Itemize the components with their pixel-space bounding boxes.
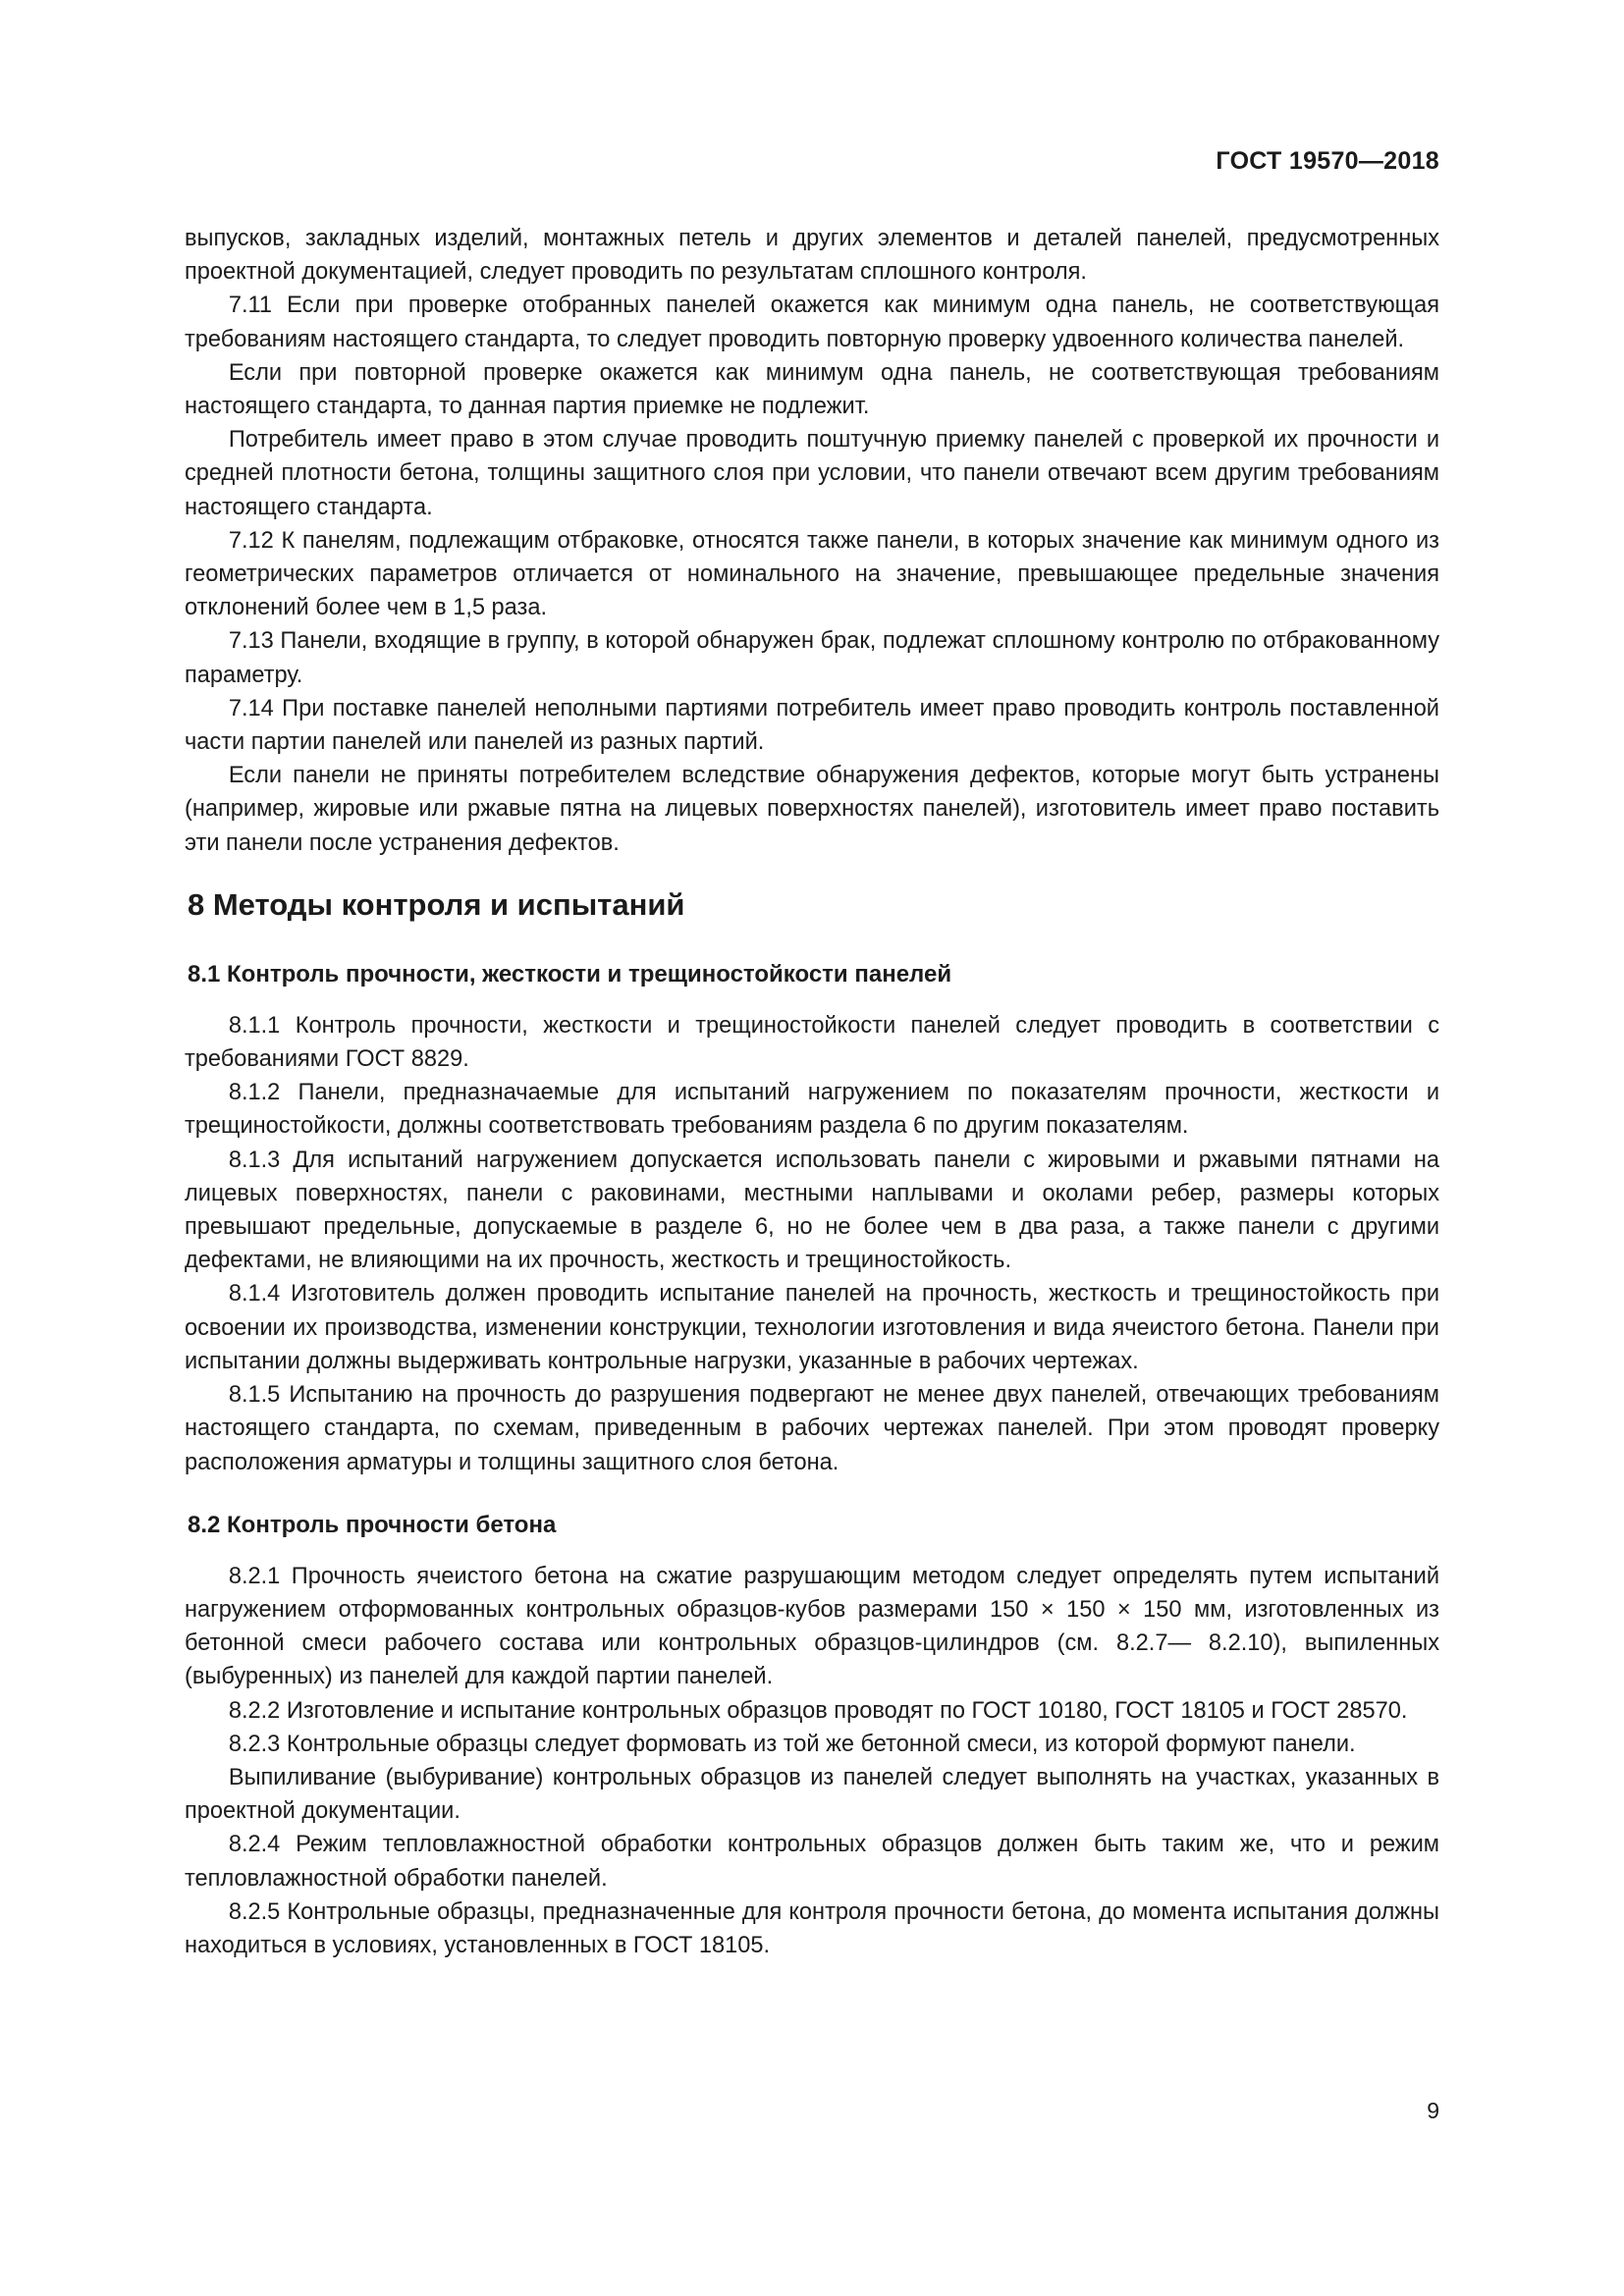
paragraph-8-1-5: 8.1.5 Испытанию на прочность до разрушения подвергают не менее двух панелей, отвечающих требованиям настоящего стандарта, по схемам, приведенным в рабочих чертежах панелей. При этом проводят проверку расположения арматуры и толщины защитного слоя бетона. [185,1382,1439,1475]
paragraph-8-2-4: 8.2.4 Режим тепловлажностной обработки контрольных образцов должен быть таким же, что и режим тепловлажностной обработки панелей. [185,1832,1439,1892]
paragraph-continuation: выпусков, закладных изделий, монтажных петель и других элементов и деталей панелей, предусмотренных проектной документацией, следует проводить по результатам сплошного контроля. [185,226,1439,286]
paragraph-8-2-3: 8.2.3 Контрольные образцы следует формовать из той же бетонной смеси, из которой формуют панели. [228,1731,1356,1757]
paragraph: Выпиливание (выбуривание) контрольных образцов из панелей следует выполнять на участках, указанных в проектной документации. [185,1764,1439,1825]
paragraph: Если при повторной проверке окажется как минимум одна панель, не соответствующая требованиям настоящего стандарта, то данная партия приемке не подлежит. [185,359,1439,420]
paragraph: Потребитель имеет право в этом случае проводить поштучную приемку панелей с проверкой их прочности и средней плотности бетона, толщины защитного слоя при условии, что панели отвечают всем другим требованиям настоящего стандарта. [185,427,1439,520]
document-header-id: ГОСТ 19570—2018 [1216,147,1439,175]
paragraph-8-1-1: 8.1.1 Контроль прочности, жесткости и трещиностойкости панелей следует проводить в соответствии с требованиями ГОСТ 8829. [185,1012,1439,1073]
document-body [185,222,1439,1962]
paragraph-8-2-2: 8.2.2 Изготовление и испытание контрольных образцов проводят по ГОСТ 10180, ГОСТ 18105 и ГОСТ 28570. [228,1697,1408,1724]
paragraph-7-14: 7.14 При поставке панелей неполными партиями потребитель имеет право проводить контроль поставленной части партии панелей или панелей из разных партий. [185,695,1439,756]
paragraph-7-11: 7.11 Если при проверке отобранных панелей окажется как минимум одна панель, не соответствующая требованиям настоящего стандарта, то следует проводить повторную проверку удвоенного количества панелей. [185,293,1439,352]
subsection-heading-8-2: 8.2 Контроль прочности бетона [188,1511,557,1538]
paragraph-8-2-1: 8.2.1 Прочность ячеистого бетона на сжатие разрушающим методом следует определять путем испытаний нагружением отформованных контрольных образцов-кубов размерами 150 × 150 × 150 мм, изготовленных из бетонной смеси рабочего состава или контрольных образцов-цилиндров (см. 8.2.7— 8.2.10), выпиленных (выбуренных) из панелей для каждой партии панелей. [185,1563,1439,1690]
paragraph-8-1-4: 8.1.4 Изготовитель должен проводить испытание панелей на прочность, жесткость и трещиностойкость при освоении их производства, изменении конструкции, технологии изготовления и вида ячеистого бетона. Панели при испытании должны выдерживать контрольные нагрузки, указанные в рабочих чертежах. [185,1281,1439,1374]
paragraph-8-2-5: 8.2.5 Контрольные образцы, предназначенные для контроля прочности бетона, до момента испытания должны находиться в условиях, установленных в ГОСТ 18105. [185,1898,1439,1958]
subsection-heading-8-1: 8.1 Контроль прочности, жесткости и трещиностойкости панелей [188,960,952,988]
paragraph-8-1-2: 8.1.2 Панели, предназначаемые для испытаний нагружением по показателям прочности, жесткости и трещиностойкости, должны соответствовать требованиям раздела 6 по другим показателям. [185,1080,1439,1140]
paragraph-8-1-3: 8.1.3 Для испытаний нагружением допускается использовать панели с жировыми и ржавыми пятнами на лицевых поверхностях, панели с раковинами, местными наплывами и околами ребер, размеры которых превышают предельные, допускаемые в разделе 6, но не более чем в два раза, а также панели с другими дефектами, не влияющими на их прочность, жесткость и трещиностойкость. [185,1147,1439,1274]
paragraph: Если панели не приняты потребителем вследствие обнаружения дефектов, которые могут быть устранены (например, жировые или ржавые пятна на лицевых поверхностях панелей), изготовитель имеет право поставить эти панели после устранения дефектов. [185,763,1439,856]
paragraph-7-13: 7.13 Панели, входящие в группу, в которой обнаружен брак, подлежат сплошному контролю по отбракованному параметру. [185,628,1439,688]
page-number: 9 [1427,2098,1439,2123]
section-heading-8: 8 Методы контроля и испытаний [188,886,685,922]
paragraph-7-12: 7.12 К панелям, подлежащим отбраковке, относятся также панели, в которых значение как минимум одного из геометрических параметров отличается от номинального на значение, превышающее предельные значения отклонений более чем в 1,5 раза. [185,527,1439,621]
